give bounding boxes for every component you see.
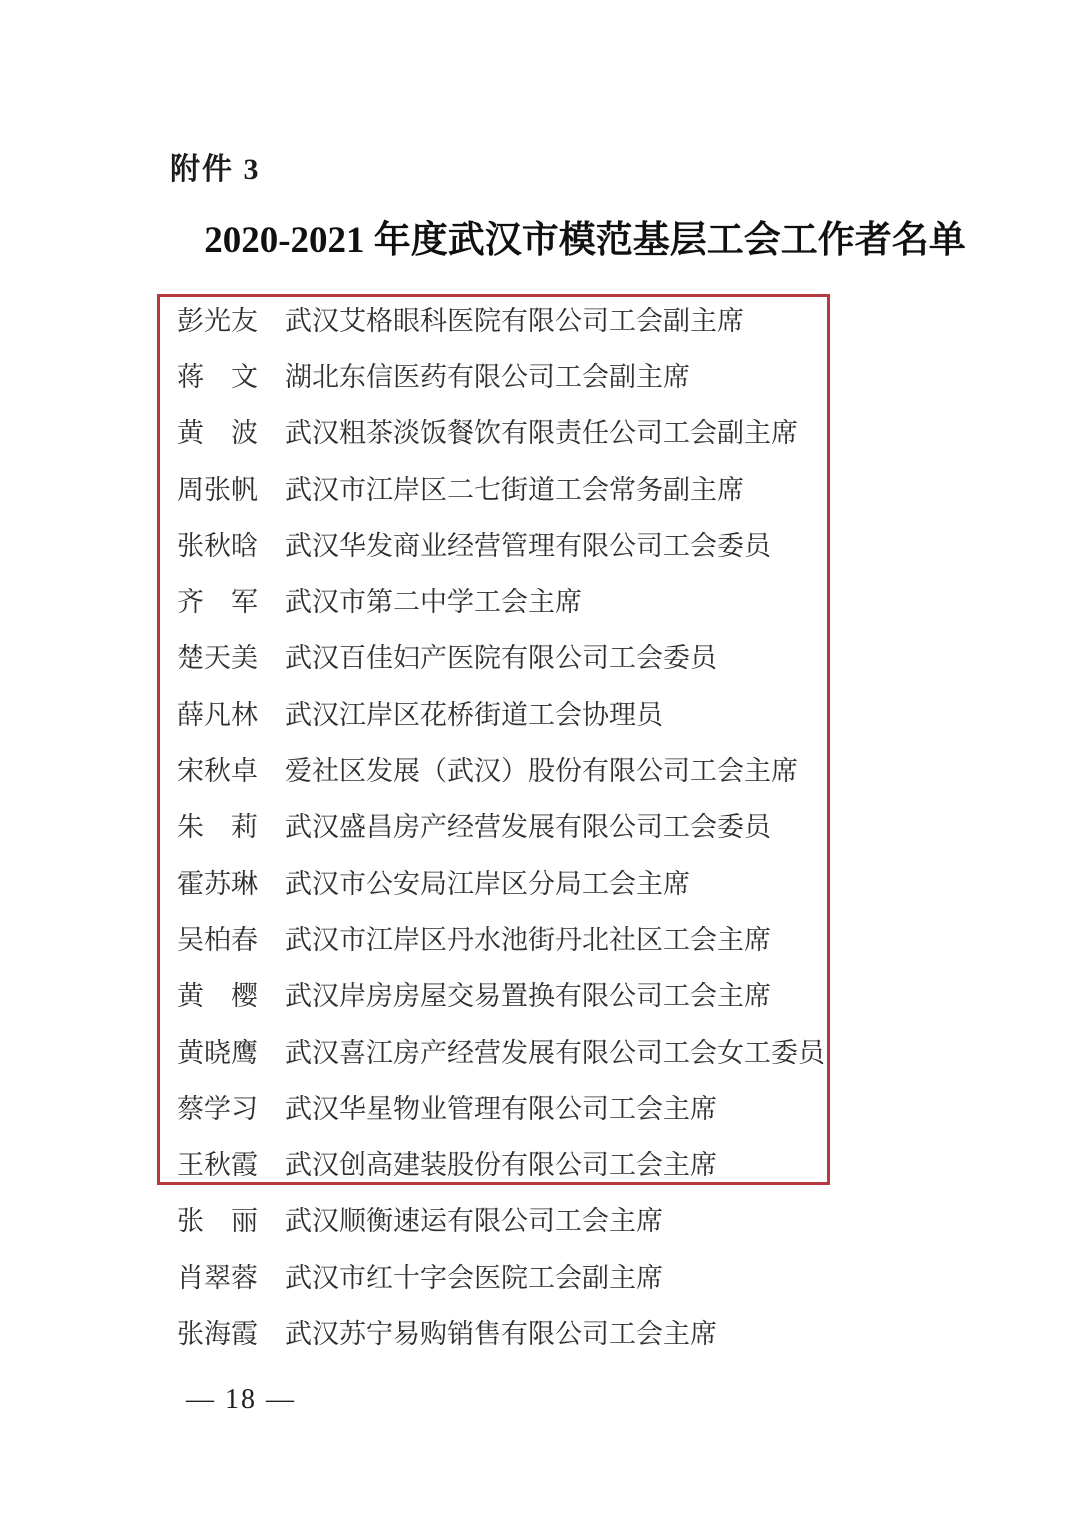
person-name: 霍苏琳: [177, 868, 258, 899]
list-item: [177, 628, 825, 684]
list-item: [177, 1078, 825, 1134]
list-item: [177, 459, 825, 515]
document-title: 2020-2021 年度武汉市模范基层工会工作者名单: [204, 220, 966, 261]
person-name: 肖翠蓉: [177, 1262, 258, 1293]
person-title: 湖北东信医药有限公司工会副主席: [285, 361, 690, 392]
person-title: 武汉江岸区花桥街道工会协理员: [285, 699, 663, 730]
person-title: 武汉喜江房产经营发展有限公司工会女工委员: [285, 1037, 825, 1068]
person-name: 张 丽: [177, 1206, 258, 1237]
list-item: [177, 346, 825, 402]
list-item: [177, 740, 825, 796]
person-name: 朱 莉: [177, 812, 258, 843]
list-item: [177, 1134, 825, 1190]
attachment-label: 附件 3: [170, 153, 261, 186]
person-title: 武汉市第二中学工会主席: [285, 587, 582, 618]
person-name: 宋秋卓: [177, 756, 258, 787]
list-item: [177, 909, 825, 965]
person-title: 武汉华发商业经营管理有限公司工会委员: [285, 530, 771, 561]
person-title: 武汉盛昌房产经营发展有限公司工会委员: [285, 812, 771, 843]
person-name: 黄晓鹰: [177, 1037, 258, 1068]
person-name: 齐 军: [177, 587, 258, 618]
page-number: — 18 —: [186, 1384, 296, 1415]
person-title: 爱社区发展（武汉）股份有限公司工会主席: [285, 756, 798, 787]
person-title: 武汉市红十字会医院工会副主席: [285, 1262, 663, 1293]
list-item: [177, 966, 825, 1022]
person-name: 王秋霞: [177, 1150, 258, 1181]
list-item: [177, 515, 825, 571]
person-name: 黄 波: [177, 418, 258, 449]
person-title: 武汉岸房房屋交易置换有限公司工会主席: [285, 981, 771, 1012]
person-title: 武汉市公安局江岸区分局工会主席: [285, 868, 690, 899]
list-item: [177, 290, 825, 346]
person-title: 武汉苏宁易购销售有限公司工会主席: [285, 1318, 717, 1349]
person-title: 武汉顺衡速运有限公司工会主席: [285, 1206, 663, 1237]
list-item: [177, 571, 825, 627]
list-item: [177, 1303, 825, 1359]
person-title: 武汉艾格眼科医院有限公司工会副主席: [285, 305, 744, 336]
person-name: 吴柏春: [177, 924, 258, 955]
person-title: 武汉市江岸区二七街道工会常务副主席: [285, 474, 744, 505]
person-title: 武汉市江岸区丹水池街丹北社区工会主席: [285, 924, 771, 955]
person-name: 张海霞: [177, 1318, 258, 1349]
roster-list: [177, 290, 825, 1360]
person-name: 张秋晗: [177, 530, 258, 561]
person-name: 楚天美: [177, 643, 258, 674]
person-title: 武汉创高建装股份有限公司工会主席: [285, 1150, 717, 1181]
list-item: [177, 1247, 825, 1303]
list-item: [177, 684, 825, 740]
list-item: [177, 853, 825, 909]
list-item: [177, 1022, 825, 1078]
list-item: [177, 403, 825, 459]
person-name: 蔡学习: [177, 1093, 258, 1124]
person-name: 黄 樱: [177, 981, 258, 1012]
person-name: 彭光友: [177, 305, 258, 336]
person-title: 武汉粗茶淡饭餐饮有限责任公司工会副主席: [285, 418, 798, 449]
person-name: 周张帆: [177, 474, 258, 505]
person-name: 蒋 文: [177, 361, 258, 392]
list-item: [177, 1191, 825, 1247]
person-title: 武汉华星物业管理有限公司工会主席: [285, 1093, 717, 1124]
person-title: 武汉百佳妇产医院有限公司工会委员: [285, 643, 717, 674]
person-name: 薛凡林: [177, 699, 258, 730]
list-item: [177, 797, 825, 853]
